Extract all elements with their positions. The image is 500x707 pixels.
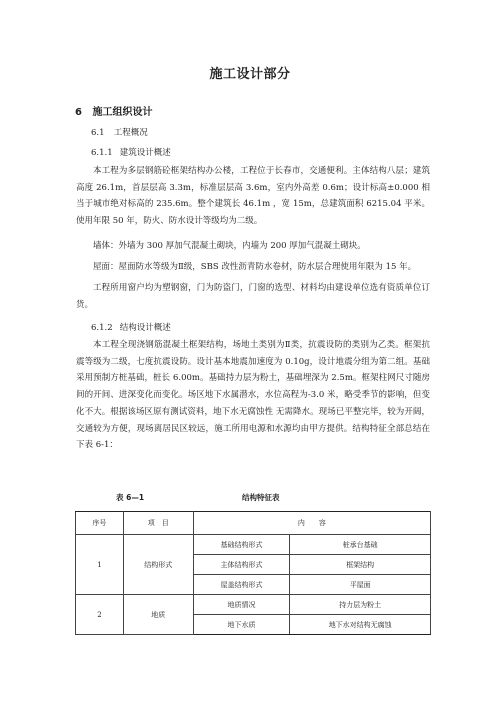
row-name: 屋盖结构形式 bbox=[193, 575, 290, 595]
subsection-label: 工程概况 bbox=[113, 128, 148, 138]
paragraph-windows: 工程所用窗户均为塑钢窗，门为防盗门，门窗的选型、材料均由建设单位选有资质单位订货。 bbox=[76, 283, 430, 310]
section-label: 施工组织设计 bbox=[92, 107, 153, 118]
row-value: 持力层为粉土 bbox=[290, 595, 431, 615]
paragraph-building-overview: 本工程为多层钢筋砼框架结构办公楼，工程位于长春市，交通便利。主体结构八层；建筑高度 26.1m，首层层高 3.3m，标准层层高 3.6m，室内外高差 0.6m；设计标高±0.000 相当于城市绝对标高的 235.6m。整个建筑长 46.1m ，宽 15m，总建筑面积 6215.04 平米。使用年限 50 年，防火、防水设计等级均为二级。 bbox=[76, 166, 430, 227]
subsection-label: 建筑设计概述 bbox=[119, 148, 171, 158]
subsection-heading-6-1-2 bbox=[91, 321, 171, 333]
subsection-number: 6.1.2 bbox=[91, 323, 113, 333]
structure-feature-table bbox=[75, 511, 431, 635]
subsection-label: 结构设计概述 bbox=[119, 323, 171, 333]
row-name: 主体结构形式 bbox=[193, 555, 290, 575]
row-value: 地下水对结构无腐蚀 bbox=[290, 615, 431, 635]
row-seq: 2 bbox=[76, 595, 124, 635]
section-number: 6 bbox=[75, 107, 82, 118]
subsection-number: 6.1.1 bbox=[91, 148, 113, 158]
subsection-heading-6-1 bbox=[91, 126, 148, 138]
paragraph-walls: 墙体：外墙为 300 厚加气混凝土砌块，内墙为 200 厚加气混凝土砌块。 bbox=[93, 241, 366, 251]
table-caption-number: 表 6—1 bbox=[116, 493, 145, 502]
row-value: 平屋面 bbox=[290, 575, 431, 595]
row-name: 地下水质 bbox=[193, 615, 290, 635]
row-item: 地质 bbox=[123, 595, 193, 635]
table-row bbox=[76, 535, 431, 555]
row-value: 框架结构 bbox=[290, 555, 431, 575]
paragraph-structure-overview: 本工程全现浇钢筋混凝土框架结构，场地土类别为Ⅱ类，抗震设防的类别为乙类。框架抗震等级为二级，七度抗震设防。设计基本地震加速度为 0.10g，设计地震分组为第二组。基础采用预制方桩基础，桩长 6.00m。基础持力层为粉土，基础埋深为 2.5m。框架柱网尺寸随房间的开间、进深变化而变化。场区地下水属潜水，水位高程为-3.0 米，略受季节的影响，但变化不大。根据该场区原有测试资料，地下水无腐蚀性 无需降水。现场已平整完毕，较为开阔，交通较为方便，现场离居民区较远，施工所用电源和水源均由甲方提供。结构特征全部总结在下表 6-1： bbox=[76, 340, 430, 451]
row-name: 地质情况 bbox=[193, 595, 290, 615]
header-item: 项 目 bbox=[123, 512, 193, 535]
table-row bbox=[76, 595, 431, 615]
subsection-heading-6-1-1 bbox=[91, 146, 171, 158]
header-seq: 序号 bbox=[76, 512, 124, 535]
row-value: 桩承台基础 bbox=[290, 535, 431, 555]
row-seq: 1 bbox=[76, 535, 124, 595]
row-name: 基础结构形式 bbox=[193, 535, 290, 555]
subsection-number: 6.1 bbox=[91, 128, 105, 138]
row-item: 结构形式 bbox=[123, 535, 193, 595]
table-caption-title: 结构特征表 bbox=[242, 493, 280, 502]
paragraph-roof: 屋面：屋面防水等级为Ⅱ级，SBS 改性沥青防水卷材，防水层合理使用年限为 15 年。 bbox=[93, 262, 417, 272]
section-heading bbox=[75, 103, 152, 118]
page-title: 施工设计部分 bbox=[209, 67, 291, 82]
header-content: 内 容 bbox=[193, 512, 430, 535]
table-header-row bbox=[76, 512, 431, 535]
